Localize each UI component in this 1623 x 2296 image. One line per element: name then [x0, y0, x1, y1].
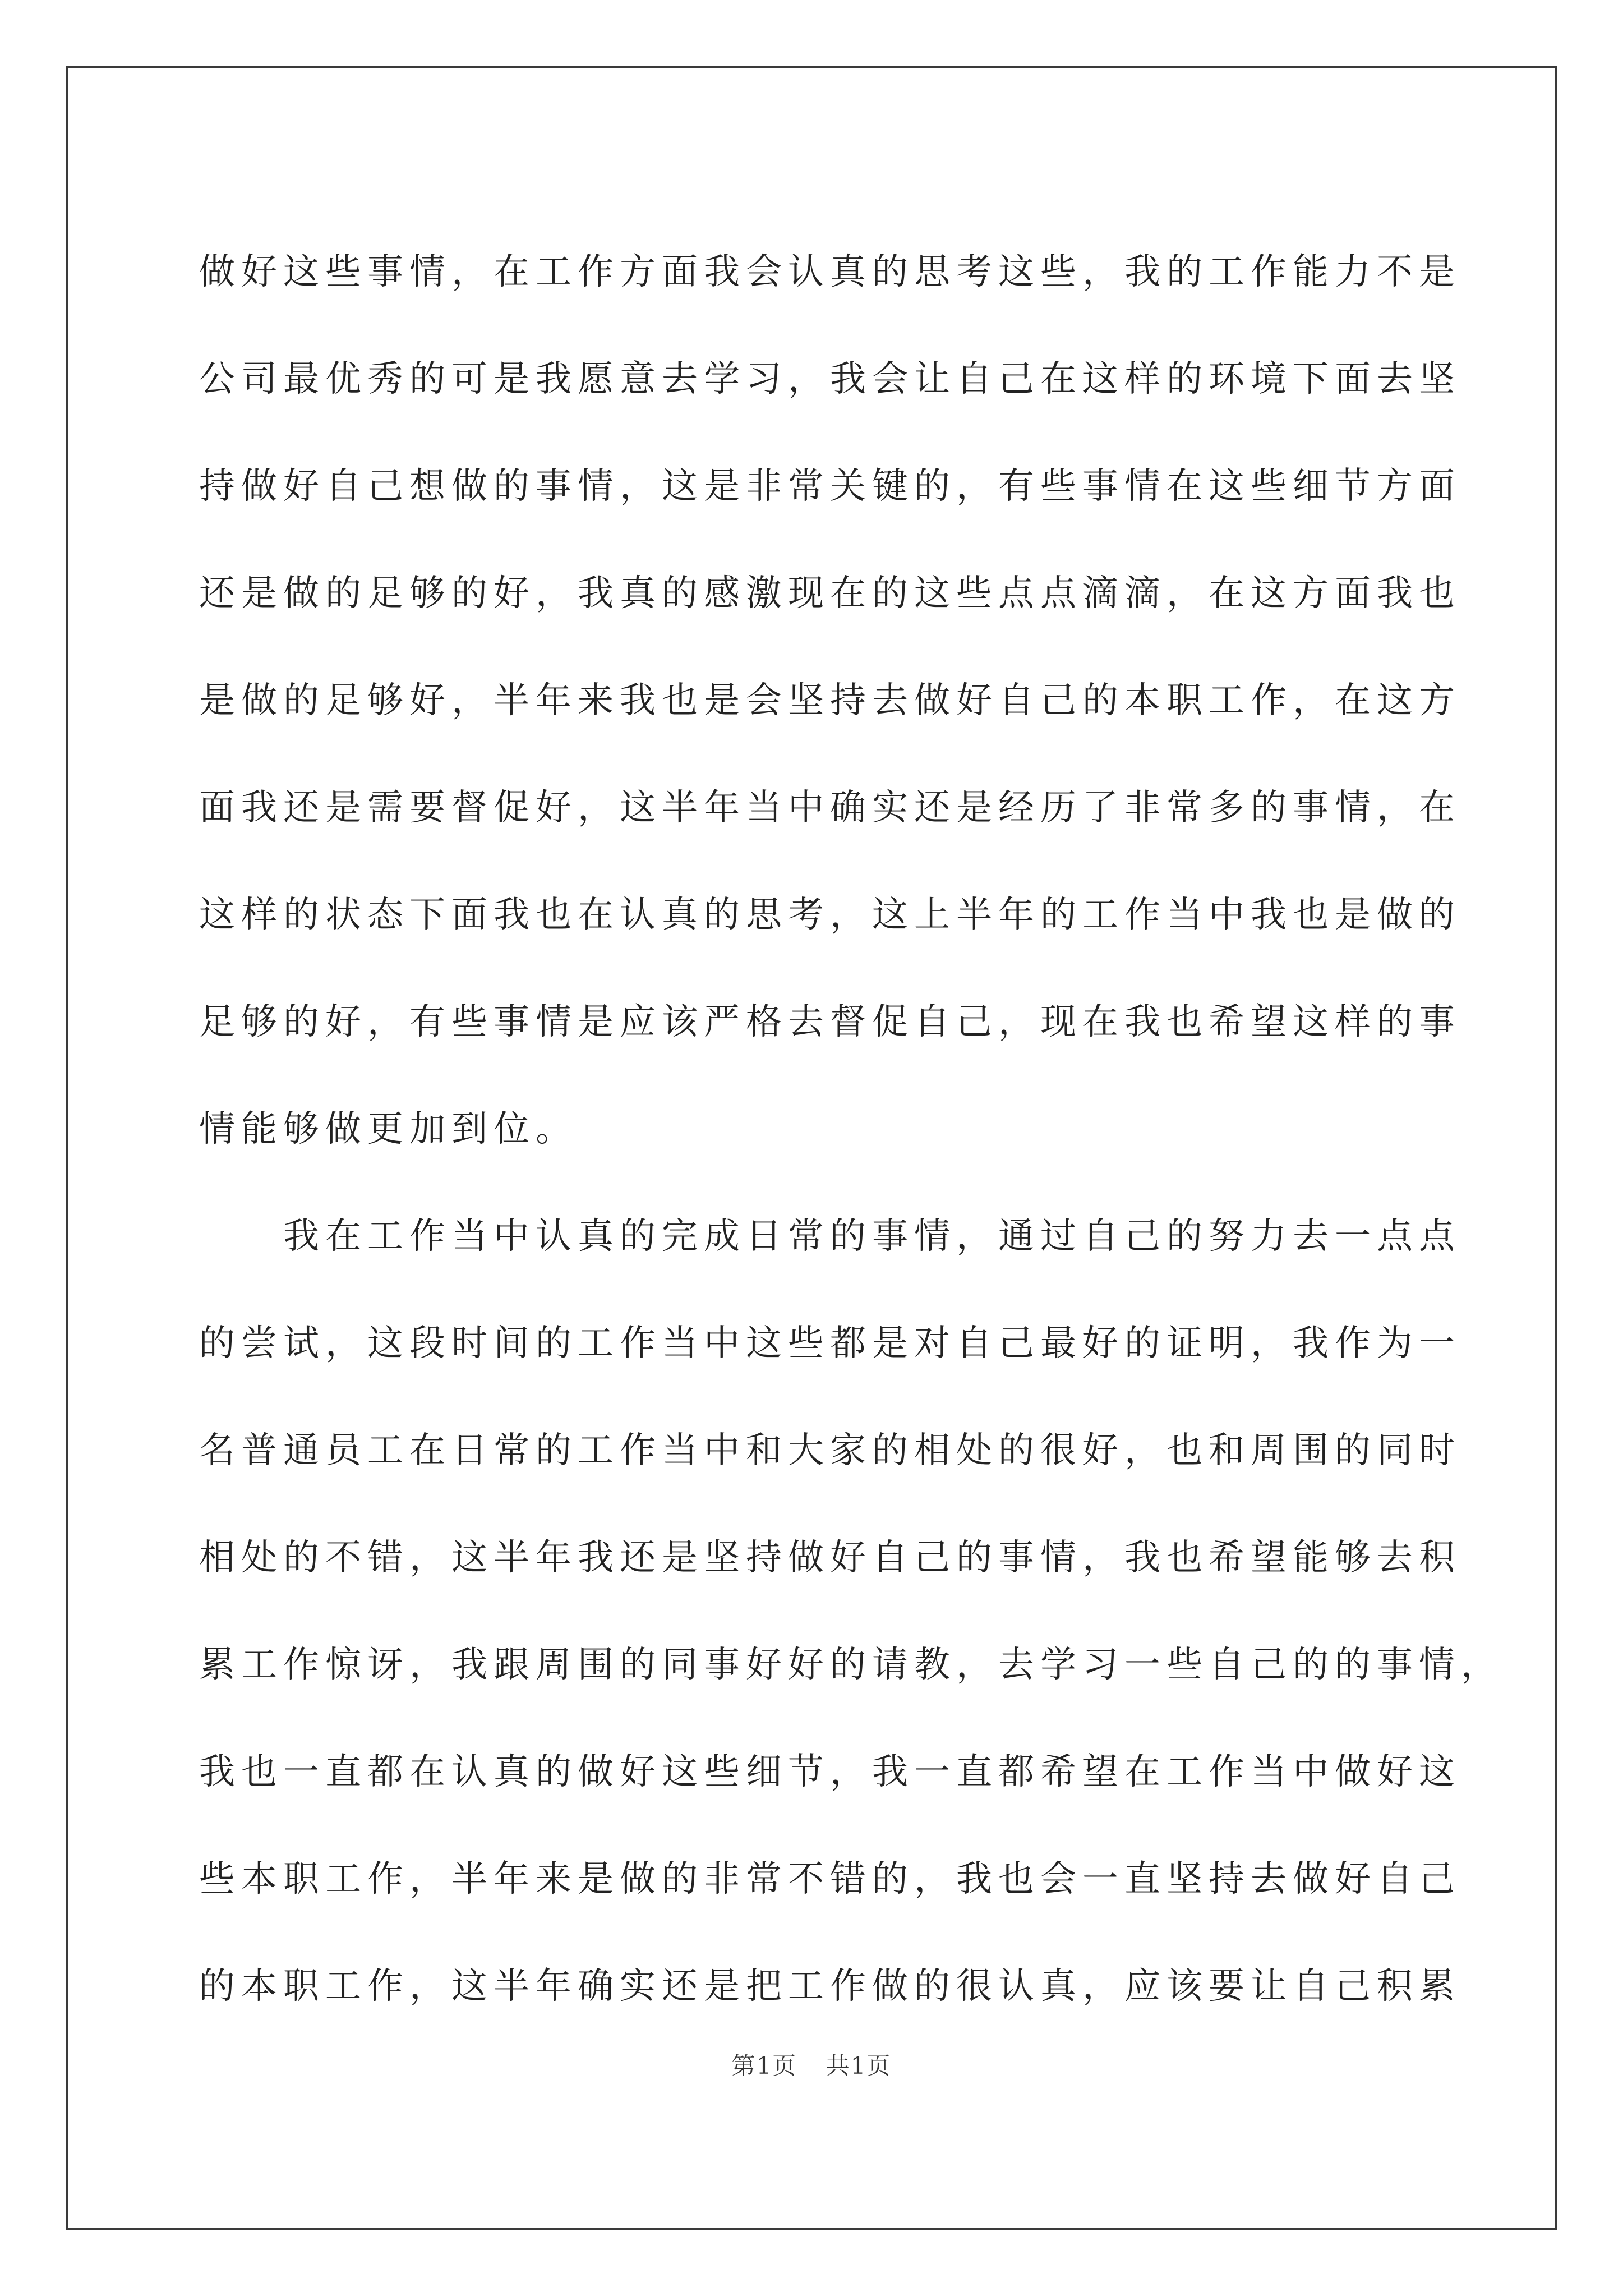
text-line: 我也一直都在认真的做好这些细节，我一直都希望在工作当中做好这: [199, 1751, 1461, 1793]
paragraph-2: [199, 1183, 1503, 2040]
text-line: 足够的好，有些事情是应该严格去督促自己，现在我也希望这样的事: [199, 1001, 1461, 1043]
text-line: 做好这些事情，在工作方面我会认真的思考这些，我的工作能力不是: [199, 251, 1461, 293]
text-line: 名普通员工在日常的工作当中和大家的相处的很好，也和周围的同时: [199, 1430, 1461, 1471]
text-line: 相处的不错，这半年我还是坚持做好自己的事情，我也希望能够去积: [199, 1537, 1461, 1579]
text-line: 我在工作当中认真的完成日常的事情，通过自己的努力去一点点: [199, 1216, 1461, 1257]
text-line: 持做好自己想做的事情，这是非常关键的，有些事情在这些细节方面: [199, 466, 1461, 507]
document-body: [199, 219, 1503, 2040]
text-line: 累工作惊讶，我跟周围的同事好好的请教，去学习一些自己的的事情，: [199, 1644, 1503, 1686]
text-line: 是做的足够好，半年来我也是会坚持去做好自己的本职工作，在这方: [199, 680, 1461, 721]
text-line: 公司最优秀的可是我愿意去学习，我会让自己在这样的环境下面去坚: [199, 358, 1461, 400]
text-line: 些本职工作，半年来是做的非常不错的，我也会一直坚持去做好自己: [199, 1858, 1461, 1900]
text-line: 的尝试，这段时间的工作当中这些都是对自己最好的证明，我作为一: [199, 1323, 1461, 1364]
page-number: 第1页: [731, 2052, 797, 2079]
text-line: 还是做的足够的好，我真的感激现在的这些点点滴滴，在这方面我也: [199, 573, 1461, 614]
page-footer: [0, 2047, 1623, 2081]
text-line: 面我还是需要督促好，这半年当中确实还是经历了非常多的事情，在: [199, 787, 1461, 829]
page-total: 共1页: [826, 2052, 892, 2079]
text-line: 情能够做更加到位。: [199, 1108, 578, 1150]
paragraph-1: [199, 219, 1461, 1183]
text-line: 的本职工作，这半年确实还是把工作做的很认真，应该要让自己积累: [199, 1966, 1461, 2007]
text-line: 这样的状态下面我也在认真的思考，这上半年的工作当中我也是做的: [199, 894, 1461, 936]
